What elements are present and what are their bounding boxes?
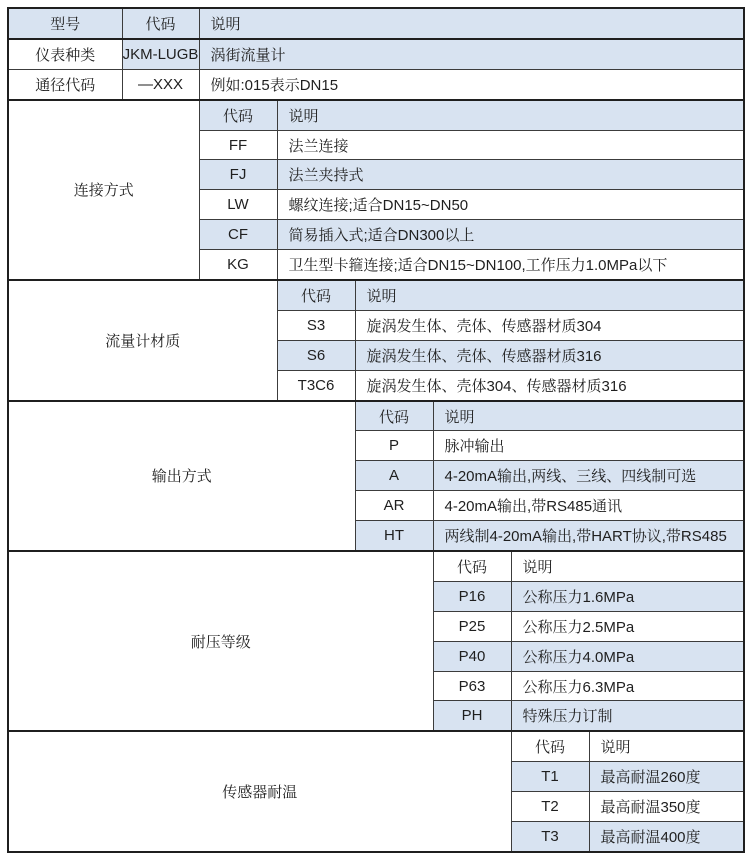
section-header-row [8,100,744,130]
section-header-row [8,401,744,431]
row-code-cell: —XXX [122,69,199,99]
option-code-cell: CF [199,220,277,250]
option-desc-cell: 旋涡发生体、壳体304、传感器材质316 [355,370,744,400]
option-code-cell: S3 [277,310,355,340]
option-code-cell: P16 [433,581,511,611]
section-desc-header: 说明 [277,100,744,130]
section-label-connection: 连接方式 [8,100,199,280]
option-desc-cell: 4-20mA输出,两线、三线、四线制可选 [433,461,744,491]
option-desc-cell: 特殊压力订制 [511,701,744,731]
option-code-cell: AR [355,491,433,521]
option-desc-cell: 法兰夹持式 [277,160,744,190]
section-label-temperature: 传感器耐温 [8,731,511,852]
row-code-cell: JKM-LUGB [122,39,199,69]
section-code-header: 代码 [355,401,433,431]
option-code-cell: T3C6 [277,370,355,400]
option-desc-cell: 最高耐温400度 [589,822,744,852]
section-desc-header: 说明 [511,551,744,581]
option-desc-cell: 最高耐温260度 [589,762,744,792]
section-desc-header: 说明 [433,401,744,431]
option-code-cell: PH [433,701,511,731]
section-header-row [8,731,744,761]
option-desc-cell: 公称压力6.3MPa [511,671,744,701]
option-code-cell: P63 [433,671,511,701]
header-model-cell: 型号 [8,8,122,39]
option-code-cell: S6 [277,340,355,370]
option-desc-cell: 公称压力4.0MPa [511,641,744,671]
section-code-header: 代码 [199,100,277,130]
row-label-cell: 通径代码 [8,69,122,99]
section-label-output: 输出方式 [8,401,355,551]
option-code-cell: P [355,431,433,461]
option-desc-cell: 脉冲输出 [433,431,744,461]
option-code-cell: FJ [199,160,277,190]
row-desc-cell: 例如:015表示DN15 [199,69,744,99]
option-code-cell: A [355,461,433,491]
option-desc-cell: 两线制4-20mA输出,带HART协议,带RS485 [433,521,744,551]
option-desc-cell: 4-20mA输出,带RS485通讯 [433,491,744,521]
option-code-cell: P40 [433,641,511,671]
option-desc-cell: 最高耐温350度 [589,792,744,822]
section-code-header: 代码 [511,731,589,761]
option-desc-cell: 旋涡发生体、壳体、传感器材质304 [355,310,744,340]
model-selection-table [7,7,745,853]
option-code-cell: T2 [511,792,589,822]
option-desc-cell: 卫生型卡箍连接;适合DN15~DN100,工作压力1.0MPa以下 [277,250,744,280]
header-desc-cell: 说明 [199,8,744,39]
option-code-cell: LW [199,190,277,220]
section-desc-header: 说明 [589,731,744,761]
option-code-cell: T3 [511,822,589,852]
section-label-pressure: 耐压等级 [8,551,433,731]
row-label-cell: 仪表种类 [8,39,122,69]
option-desc-cell: 公称压力1.6MPa [511,581,744,611]
option-desc-cell: 旋涡发生体、壳体、传感器材质316 [355,340,744,370]
option-desc-cell: 公称压力2.5MPa [511,611,744,641]
table-header-row [8,8,744,39]
diameter-code-row [8,69,744,99]
option-desc-cell: 简易插入式;适合DN300以上 [277,220,744,250]
option-code-cell: KG [199,250,277,280]
option-code-cell: FF [199,130,277,160]
option-desc-cell: 法兰连接 [277,130,744,160]
instrument-type-row [8,39,744,69]
section-code-header: 代码 [433,551,511,581]
section-desc-header: 说明 [355,280,744,310]
section-code-header: 代码 [277,280,355,310]
option-code-cell: T1 [511,762,589,792]
option-desc-cell: 螺纹连接;适合DN15~DN50 [277,190,744,220]
option-code-cell: P25 [433,611,511,641]
section-header-row [8,280,744,310]
row-desc-cell: 涡街流量计 [199,39,744,69]
header-code-cell: 代码 [122,8,199,39]
option-code-cell: HT [355,521,433,551]
section-header-row [8,551,744,581]
section-label-material: 流量计材质 [8,280,277,401]
